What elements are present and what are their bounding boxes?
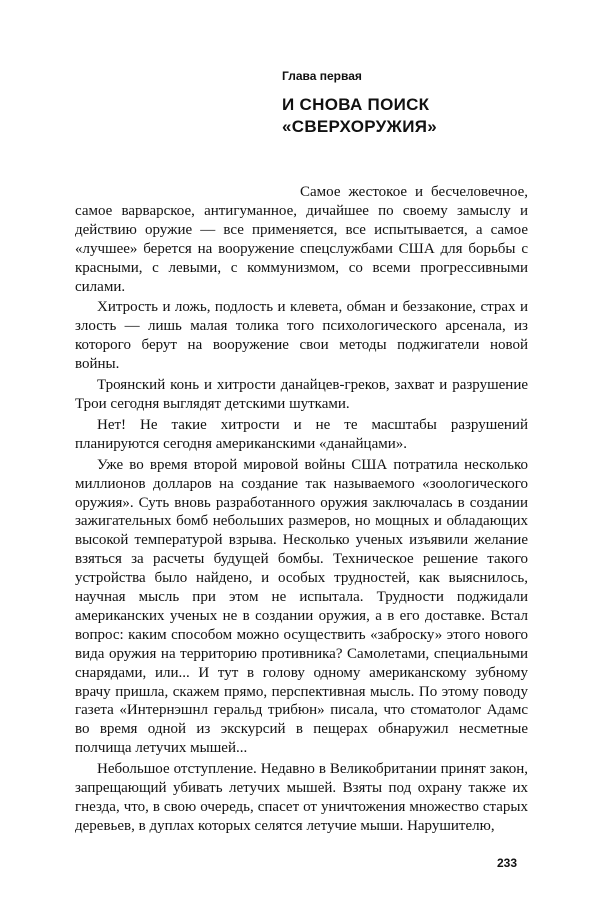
chapter-title-line-2: «СВЕРХОРУЖИЯ» <box>282 117 438 136</box>
page-number: 233 <box>497 856 518 870</box>
paragraph-2: Хитрость и ложь, подлость и клевета, обман и беззаконие, страх и злость — лишь малая толика того психологического арсенала, из которого берут на вооружение свои методы поджигатели новой войны. <box>75 299 528 373</box>
chapter-title-line-1: И СНОВА ПОИСК <box>282 95 430 114</box>
paragraph-4: Нет! Не такие хитрости и не те масштабы разрушений планируются сегодня американскими «данайцами». <box>75 416 528 452</box>
paragraph-6: Небольшое отступление. Недавно в Великобритании принят закон, запрещающий убивать летучих мышей. Взяты под охрану также их гнезда, что, в свою очередь, спасет от уничтожения множество старых деревьев, в дуплах которых селятся летучие мыши. Нарушителю, <box>75 761 528 834</box>
paragraph-3: Троянский конь и хитрости данайцев-греков, захват и разрушение Трои сегодня выглядят детскими шутками. <box>75 377 528 412</box>
body-text <box>75 183 528 838</box>
chapter-label: Глава первая <box>282 69 362 83</box>
paragraph-1: Самое жестокое и бесчеловечное, самое варварское, антигуманное, дичайшее по своему замыслу и действию оружие — все применяется, все испытывается, а самое «лучшее» берется на вооружение спецслужбами США для борьбы с красными, с левыми, с коммунизмом, со всеми прогрессивными силами. <box>75 184 528 295</box>
chapter-title <box>282 94 437 138</box>
paragraph-5: Уже во время второй мировой войны США потратила несколько миллионов долларов на создание так называемого «зоологического оружия». Суть вновь разработанного оружия заключалась в создании зажигательных бомб небольших размеров, но мощных и обладающих высокой температурой взрыва. Несколько ученых изъявили желание взяться за расчеты будущей бомбы. Техническое решение такого устройства было найдено, и особых трудностей, как выяснилось, научная мысль при этом не испытала. Трудности поджидали американских ученых не в создании оружия, а в его доставке. Встал вопрос: каким способом можно осуществить «заброску» этого нового вида оружия на территорию противника? Самолетами, специальными снарядами, или... И тут в голову одному американскому зубному врачу пришла, скажем прямо, перспективная мысль. По этому поводу газета «Интернэшнл геральд трибюн» писала, что стоматолог Адамс во время одной из экскурсий в пещерах обнаружил несметные полчища летучих мышей... <box>75 456 528 757</box>
